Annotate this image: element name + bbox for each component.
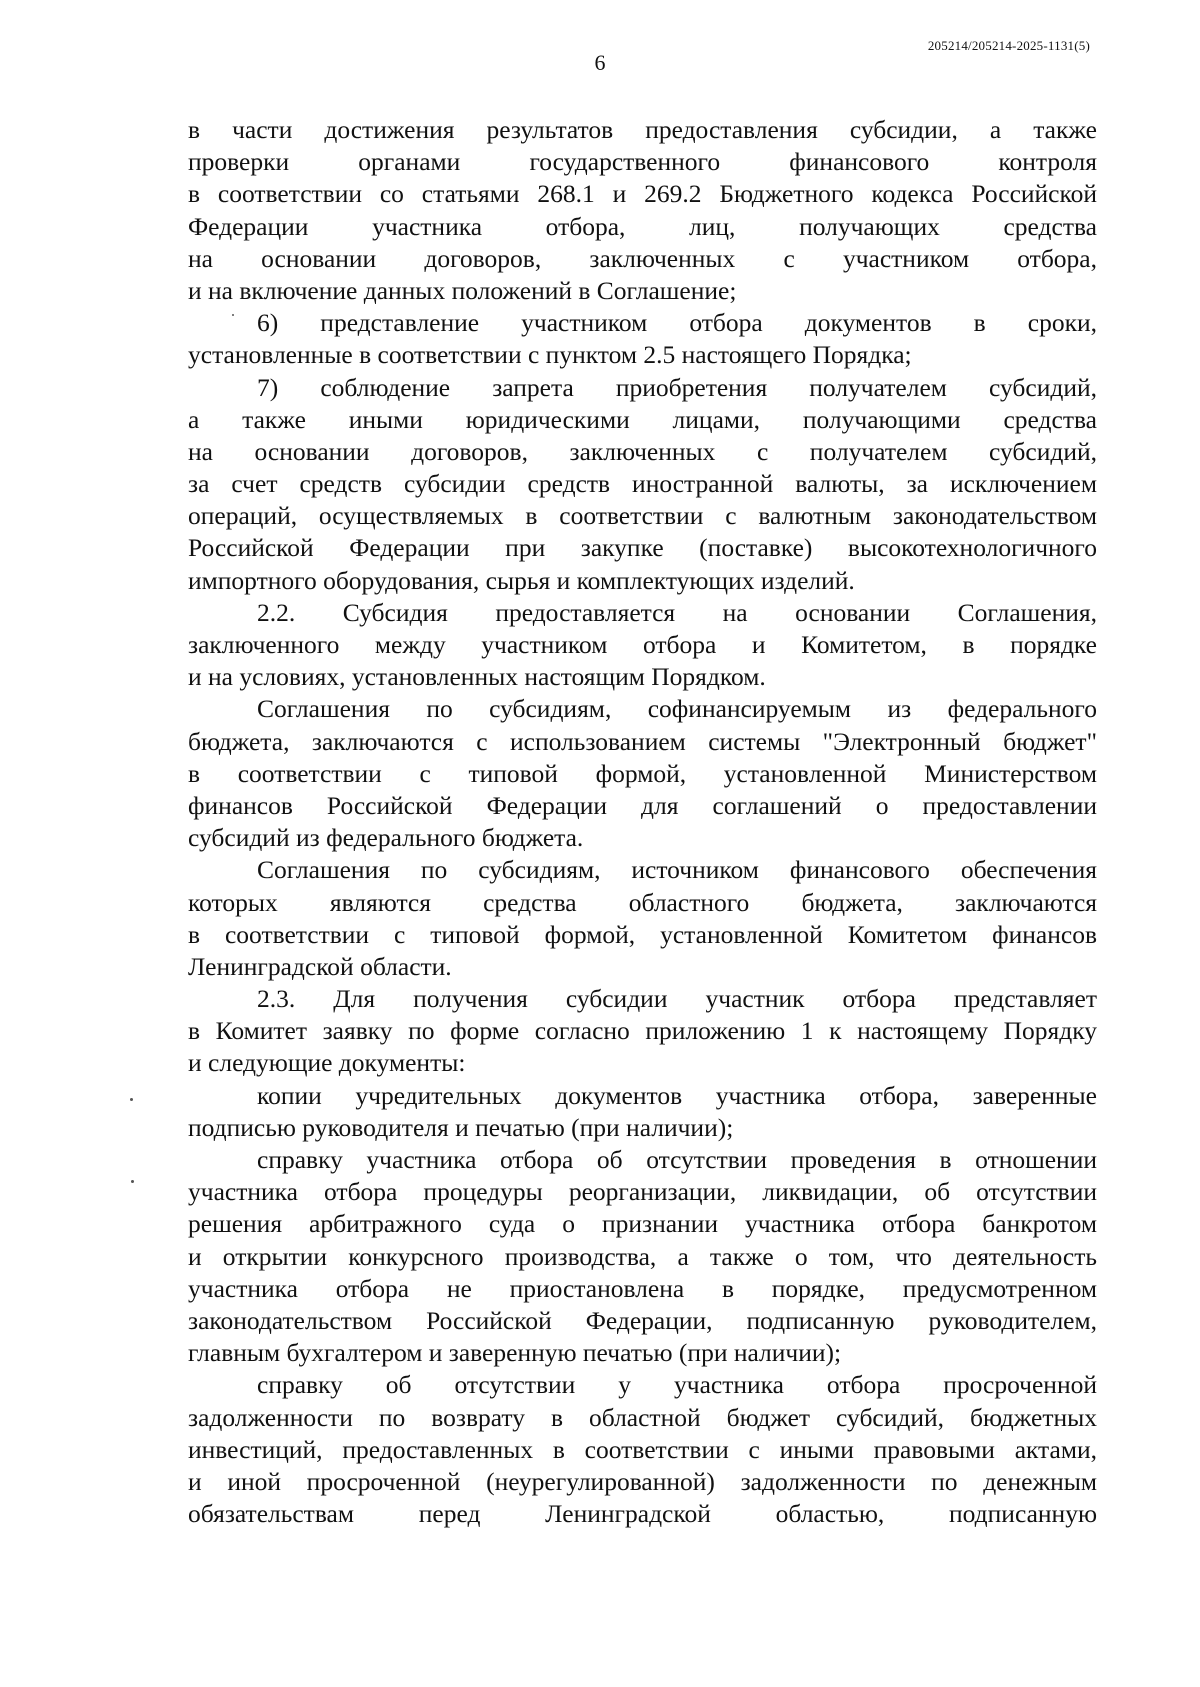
document-body (188, 114, 1097, 1530)
text-line: за счет средств субсидии средств иностранной валюты, за исключением (188, 469, 1097, 499)
text-line: импортного оборудования, сырья и комплектующих изделий. (188, 565, 855, 595)
text-line: участника отбора не приостановлена в порядке, предусмотренном (188, 1273, 1097, 1303)
paragraph-start-line: Соглашения по субсидиям, софинансируемым из федерального (257, 694, 1097, 724)
text-line: и следующие документы: (188, 1048, 466, 1078)
text-line: инвестиций, предоставленных в соответствии с иными правовыми актами, (188, 1434, 1097, 1464)
text-line: проверки органами государственного финансового контроля (188, 147, 1097, 177)
text-line: Федерации участника отбора, лиц, получающих средства (188, 211, 1097, 241)
text-line: бюджета, заключаются с использованием системы "Электронный бюджет" (188, 726, 1097, 756)
text-line: задолженности по возврату в областной бюджет субсидий, бюджетных (188, 1402, 1097, 1432)
text-line: и на условиях, установленных настоящим Порядком. (188, 662, 766, 692)
text-line: финансов Российской Федерации для соглашений о предоставлении (188, 790, 1097, 820)
text-line: законодательством Российской Федерации, подписанную руководителем, (188, 1305, 1097, 1335)
text-line: установленные в соответствии с пунктом 2.5 настоящего Порядка; (188, 340, 912, 370)
text-line: главным бухгалтером и заверенную печатью (при наличии); (188, 1338, 842, 1368)
scan-speck (130, 1098, 133, 1101)
text-line: в Комитет заявку по форме согласно приложению 1 к настоящему Порядку (188, 1016, 1097, 1046)
document-code: 205214/205214-2025-1131(5) (927, 38, 1090, 53)
text-line: в части достижения результатов предоставления субсидии, а также (188, 115, 1097, 144)
text-line: в соответствии с типовой формой, установленной Министерством (188, 758, 1097, 788)
paragraph-start-line: Соглашения по субсидиям, источником финансового обеспечения (257, 855, 1097, 885)
paragraph-start-line: 2.3. Для получения субсидии участник отбора представляет (257, 984, 1097, 1014)
scan-speck (232, 314, 234, 316)
text-line: и иной просроченной (неурегулированной) задолженности по денежным (188, 1466, 1097, 1496)
text-line: участника отбора процедуры реорганизации, ликвидации, об отсутствии (188, 1177, 1097, 1207)
text-line: которых являются средства областного бюджета, заключаются (188, 887, 1097, 917)
text-line: подписью руководителя и печатью (при наличии); (188, 1112, 734, 1142)
text-line: на основании договоров, заключенных с получателем субсидий, (188, 436, 1097, 466)
text-line: субсидий из федерального бюджета. (188, 823, 584, 853)
text-line: в соответствии с типовой формой, установленной Комитетом финансов (188, 919, 1097, 949)
scan-speck (131, 1180, 134, 1183)
text-line: обязательствам перед Ленинградской областью, подписанную (188, 1499, 1097, 1529)
text-line: решения арбитражного суда о признании участника отбора банкротом (188, 1209, 1097, 1239)
text-line: и открытии конкурсного производства, а также о том, что деятельность (188, 1241, 1097, 1271)
text-line: на основании договоров, заключенных с участником отбора, (188, 243, 1097, 273)
text-line: заключенного между участником отбора и Комитетом, в порядке (188, 630, 1097, 659)
paragraph-start-line: 2.2. Субсидия предоставляется на основании Соглашения, (257, 597, 1097, 627)
text-line: а также иными юридическими лицами, получающими средства (188, 404, 1097, 434)
paragraph-start-line: справку об отсутствии у участника отбора просроченной (257, 1370, 1097, 1400)
paragraph-start-line: копии учредительных документов участника отбора, заверенные (257, 1080, 1097, 1110)
paragraph-start-line: 6) представление участником отбора документов в сроки, (257, 308, 1097, 338)
text-line: операций, осуществляемых в соответствии с валютным законодательством (188, 501, 1097, 531)
paragraph-start-line: 7) соблюдение запрета приобретения получателем субсидий, (257, 372, 1097, 402)
page-number: 6 (594, 50, 606, 75)
text-line: и на включение данных положений в Соглашение; (188, 275, 737, 305)
text-line: в соответствии со статьями 268.1 и 269.2 Бюджетного кодекса Российской (188, 179, 1097, 209)
text-line: Ленинградской области. (188, 951, 452, 981)
paragraph-start-line: справку участника отбора об отсутствии проведения в отношении (257, 1145, 1097, 1174)
text-line: Российской Федерации при закупке (поставке) высокотехнологичного (188, 533, 1097, 563)
